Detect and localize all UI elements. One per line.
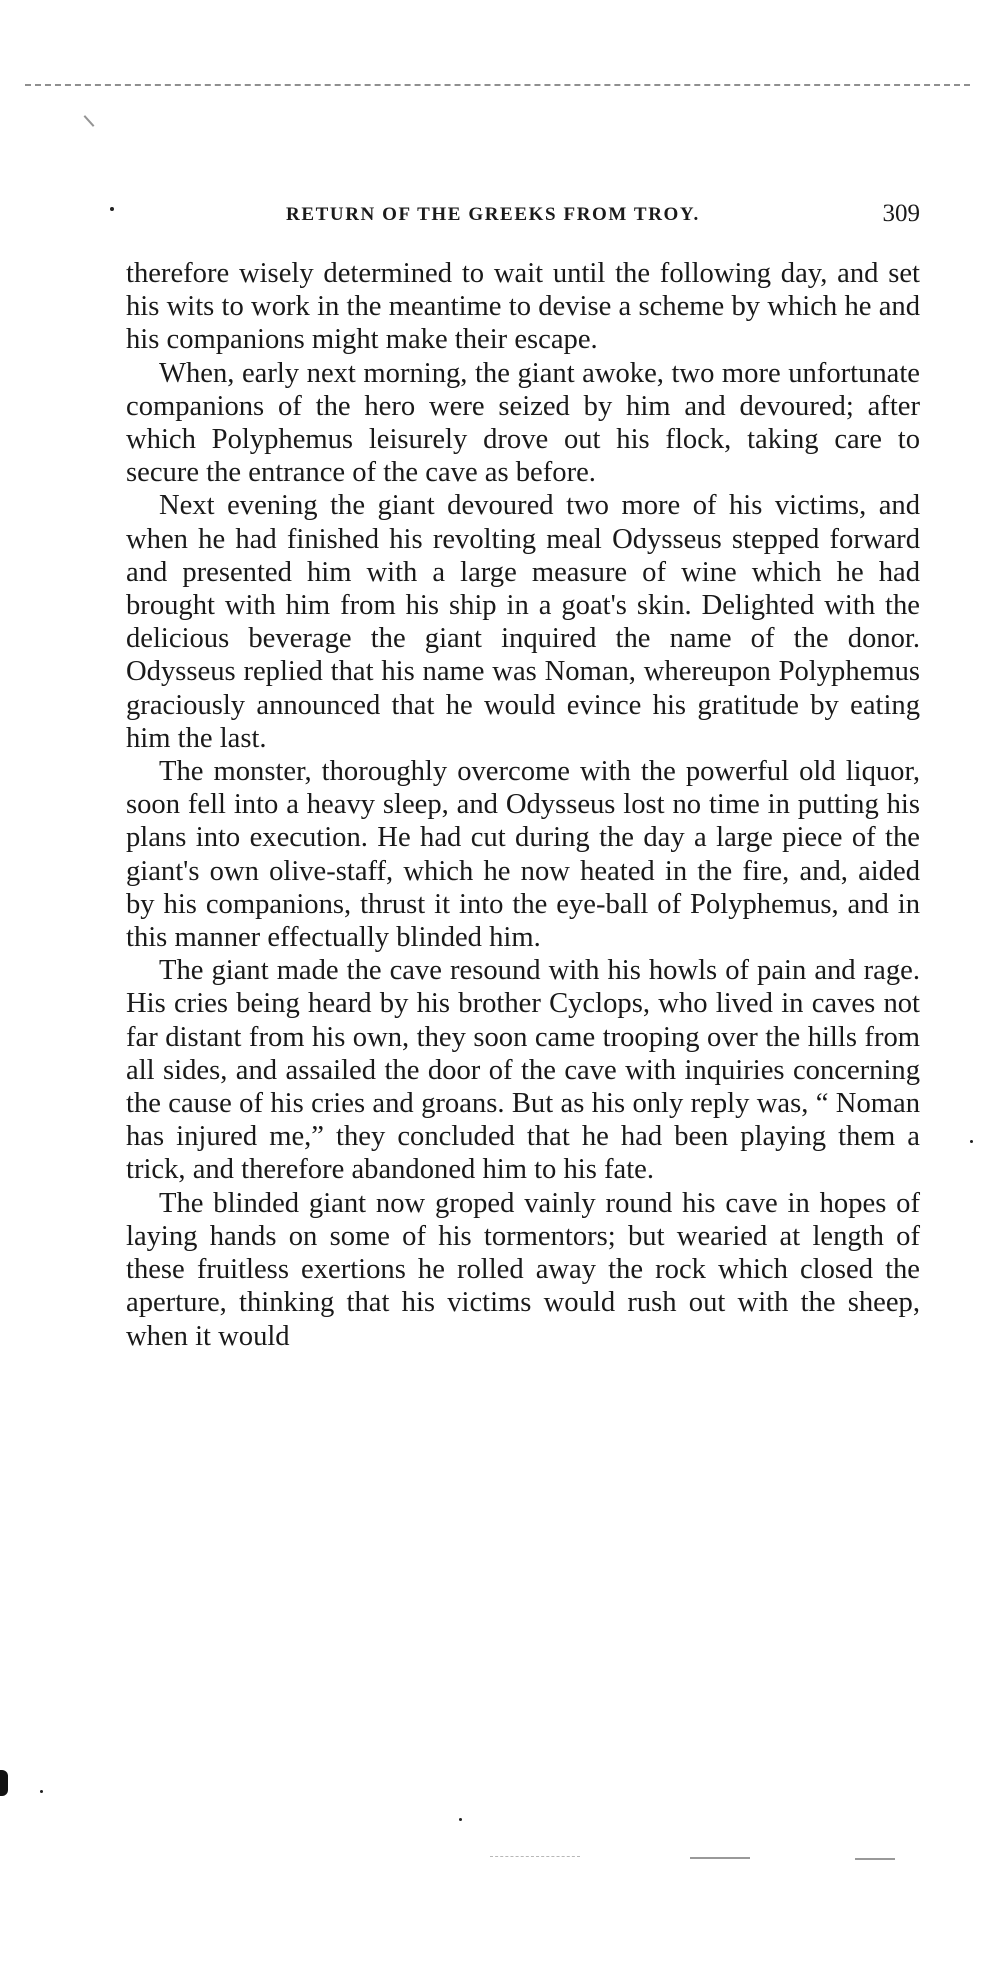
- running-head: RETURN OF THE GREEKS FROM TROY.: [286, 204, 700, 225]
- paragraph: The giant made the cave resound with his howls of pain and rage. His cries being heard by his brother Cyclops, who lived in caves not far distant from his own, they soon came trooping over the hills from all sides, and assailed the door of the cave with inquiries concerning the cause of his cries and groans. But as his only reply was, “ Noman has injured me,” they concluded that he had been playing them a trick, and therefore abandoned him to his fate.: [126, 955, 920, 1186]
- scan-speck: [459, 1818, 462, 1821]
- scan-speck: [970, 1140, 973, 1143]
- scan-artifact-bottom-rule: [855, 1858, 895, 1860]
- paragraph: Next evening the giant devoured two more of his victims, and when he had finished his revolting meal Odysseus stepped forward and presented him with a large measure of wine which he had brought with him from his ship in a goat's skin. Delighted with the delicious beverage the giant inquired the name of the donor. Odysseus replied that his name was Noman, whereupon Polyphemus graciously announced that he would evince his gratitude by eating him the last.: [126, 490, 920, 754]
- scan-ink-blot: [0, 1770, 8, 1796]
- paragraph: therefore wisely determined to wait until the following day, and set his wits to work in the meantime to devise a scheme by which he and his companions might make their escape.: [126, 258, 920, 356]
- paragraph: The monster, thoroughly overcome with the powerful old liquor, soon fell into a heavy sleep, and Odysseus lost no time in putting his plans into execution. He had cut during the day a large piece of the giant's own olive-staff, which he now heated in the fire, and, aided by his companions, thrust it into the eye-ball of Polyphemus, and in this manner effectually blinded him.: [126, 756, 920, 954]
- body-text: [126, 257, 920, 1353]
- scan-speck: [40, 1790, 43, 1793]
- scan-artifact-mark: [84, 115, 95, 127]
- scan-artifact-top-rule: [25, 84, 970, 86]
- paragraph: The blinded giant now groped vainly round his cave in hopes of laying hands on some of his tormentors; but wearied at length of these fruitless exertions he rolled away the rock which closed the aperture, thinking that his victims would rush out with the sheep, when it would: [126, 1187, 920, 1352]
- scan-artifact-bottom-rule: [690, 1857, 750, 1859]
- scan-speck: [110, 207, 114, 211]
- scan-artifact-bottom-rule: [490, 1856, 580, 1857]
- page-header: [128, 200, 920, 234]
- page-number: 309: [882, 200, 920, 227]
- paragraph: When, early next morning, the giant awoke, two more unfortunate companions of the hero were seized by him and devoured; after which Polyphemus leisurely drove out his flock, taking care to secure the entrance of the cave as before.: [126, 357, 920, 489]
